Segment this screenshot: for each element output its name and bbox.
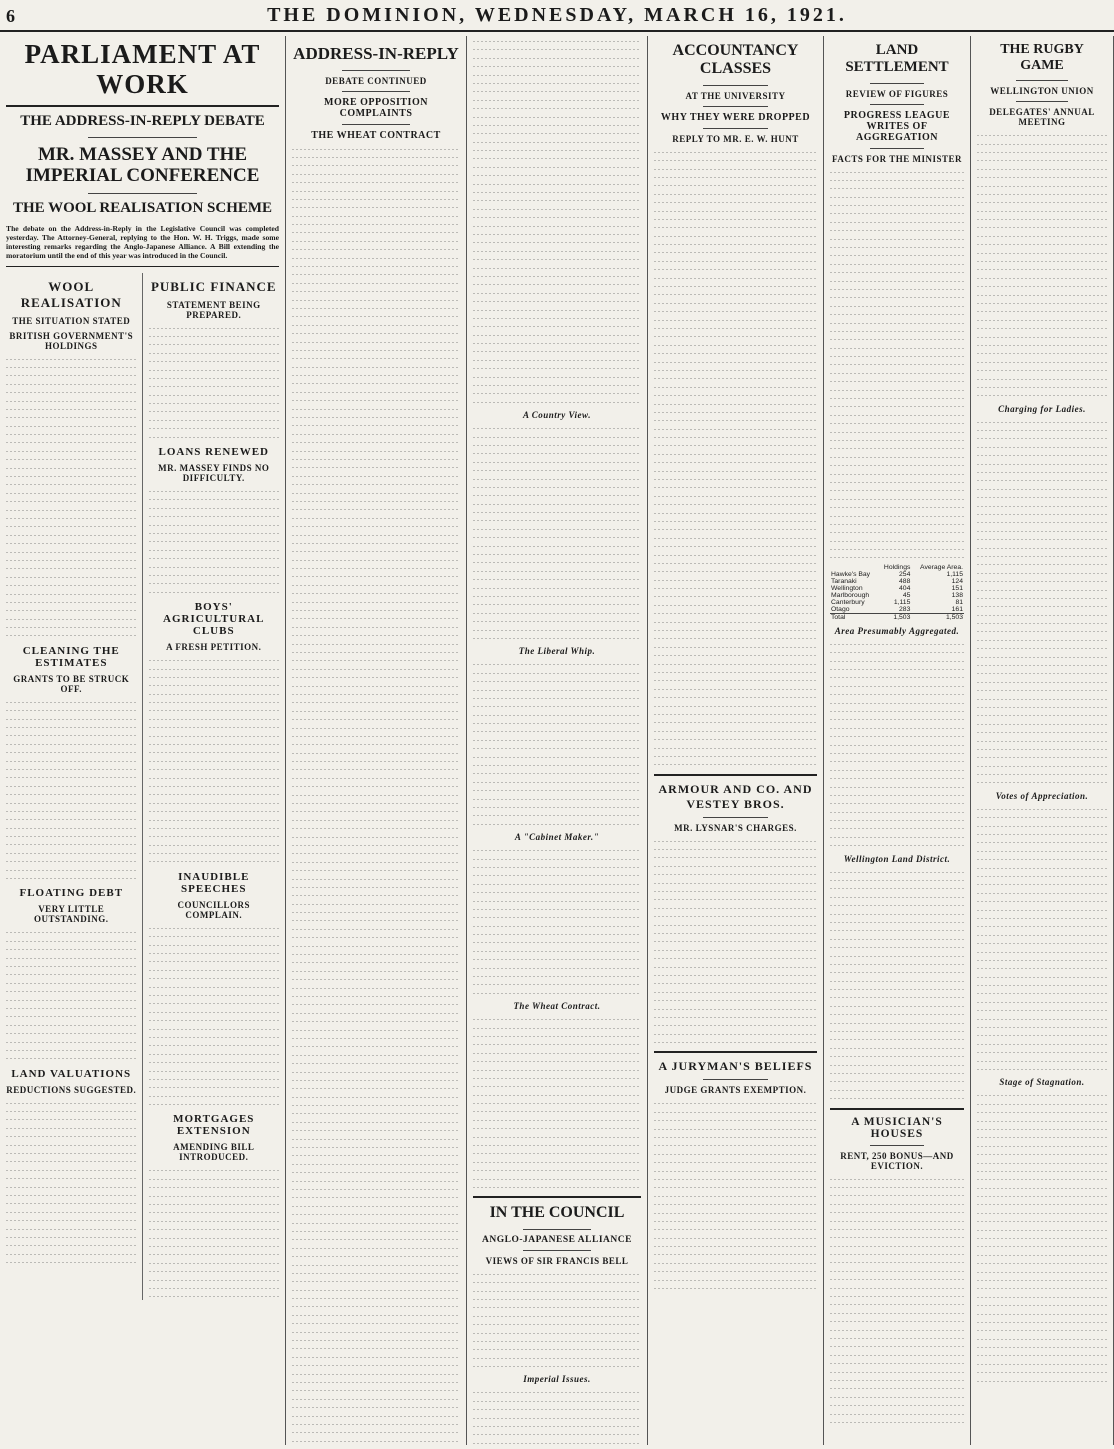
subheading-wellington-district: Wellington Land District. (843, 853, 951, 864)
subheading-charging-ladies: Charging for Ladies. (998, 403, 1086, 414)
table-row: Wellington 404 151 (831, 584, 963, 592)
heading-land-valuations: LAND VALUATIONS (11, 1067, 132, 1080)
subheading-british-holdings: BRITISH GOVERNMENT'S HOLDINGS (9, 330, 134, 351)
subheading-country-view: A Country View. (523, 410, 591, 421)
article-text (6, 354, 137, 639)
heading-cleaning-estimates: CLEANING THE ESTIMATES (22, 644, 120, 669)
subheading-area-aggregated: Area Presumably Aggregated. (834, 625, 960, 636)
subheading-rent-bonus: RENT, 250 BONUS—AND EVICTION. (840, 1150, 954, 1171)
subheading-lysnar-charges: MR. LYSNAR'S CHARGES. (674, 822, 797, 833)
table-row: Hawke's Bay 254 1,115 (831, 570, 963, 578)
subheading-reply-hunt: REPLY TO MR. E. W. HUNT (672, 133, 799, 144)
subheading-review-figures: REVIEW OF FIGURES (845, 88, 949, 99)
subheading-fresh-petition: A FRESH PETITION. (166, 642, 262, 653)
subheading-very-little: VERY LITTLE OUTSTANDING. (33, 904, 109, 925)
heading-rugby-game: THE RUGBY GAME (1000, 42, 1084, 74)
subheading-amending-bill: AMENDING BILL INTRODUCED. (173, 1142, 255, 1163)
subheading-wheat-contract-2: The Wheat Contract. (513, 1001, 601, 1012)
subheading-grants-struck: GRANTS TO BE STRUCK OFF. (13, 673, 130, 694)
subhead-wool-realisation: THE WOOL REALISATION SCHEME (12, 200, 273, 217)
subheading-anglo-japanese: ANGLO-JAPANESE ALLIANCE (482, 1234, 632, 1245)
subheading-situation-stated: THE SITUATION STATED (12, 315, 131, 326)
intro-paragraph: The debate on the Address-in-Reply in the Legislative Council was completed yesterday. The Attorney-General, replying to the Hon. W. H. Triggs, made some interesting remarks regarding the Anglo-Japanese Alliance. A Bill extending the moratorium until the end of this year was introduced in the Council. (6, 223, 279, 260)
column-council (467, 36, 648, 1445)
heading-mortgages: MORTGAGES EXTENSION (173, 1113, 255, 1138)
heading-accountancy-classes: ACCOUNTANCY CLASSES (672, 42, 799, 78)
heading-jurymans-beliefs: A JURYMAN'S BELIEFS (658, 1059, 813, 1074)
heading-in-the-council: IN THE COUNCIL (489, 1204, 625, 1222)
table-header-cell (830, 564, 878, 571)
heading-inaudible-speeches: INAUDIBLE SPEECHES (178, 870, 250, 895)
subheading-statement-prepared: STATEMENT BEING PREPARED. (166, 299, 261, 320)
subheading-liberal-whip: The Liberal Whip. (518, 646, 596, 657)
page-number: 6 (6, 6, 15, 26)
heading-address-in-reply: ADDRESS-IN-REPLY (293, 44, 459, 63)
heading-musicians-houses: A MUSICIAN'S HOUSES (851, 1115, 943, 1140)
subheading-why-dropped: WHY THEY WERE DROPPED (660, 111, 811, 123)
subheading-no-difficulty: MR. MASSEY FINDS NO DIFFICULTY. (158, 463, 270, 484)
column-parliament (0, 36, 286, 1445)
column-land-settlement (824, 36, 971, 1445)
subheading-imperial-issues: Imperial Issues. (523, 1374, 591, 1385)
subheading-debate-continued: DEBATE CONTINUED (325, 75, 427, 86)
heading-public-finance: PUBLIC FINANCE (150, 278, 277, 294)
newspaper-title: THE DOMINION, WEDNESDAY, MARCH 16, 1921. (267, 4, 847, 26)
heading-armour-vestey: ARMOUR AND CO. AND VESTEY BROS. (658, 781, 813, 811)
column-address-in-reply (286, 36, 467, 1445)
subheading-facts-minister: FACTS FOR THE MINISTER (832, 153, 962, 164)
heading-floating-debt: FLOATING DEBT (19, 887, 124, 900)
masthead (0, 0, 1114, 32)
subheading-judge-grants: JUDGE GRANTS EXEMPTION. (664, 1085, 807, 1096)
column-rugby (971, 36, 1114, 1445)
subheading-delegates-meeting: DELEGATES' ANNUAL MEETING (989, 107, 1095, 128)
subcolumn-right (149, 273, 280, 1300)
subheading-wheat-contract: THE WHEAT CONTRACT (311, 129, 441, 141)
table-row: Otago 283 161 (831, 605, 963, 613)
table-row: Canterbury 1,115 81 (831, 598, 963, 606)
subcolumn-left (6, 273, 143, 1300)
subheading-wellington-union: WELLINGTON UNION (990, 86, 1094, 97)
table-row: Marlborough 45 138 (831, 591, 963, 599)
table-header-cell: Holdings (883, 563, 911, 571)
subheading-councillors: COUNCILLORS COMPLAIN. (177, 899, 250, 920)
subheading-reductions: REDUCTIONS SUGGESTED. (6, 1084, 137, 1095)
subheading-cabinet-maker: A "Cabinet Maker." (514, 832, 600, 843)
table-header-cell: Average Area. (920, 563, 963, 571)
heading-land-settlement: LAND SETTLEMENT (845, 42, 949, 76)
subheading-sir-francis-bell: VIEWS OF SIR FRANCIS BELL (485, 1255, 629, 1266)
holdings-table (830, 564, 964, 621)
table-total-row: Total 1,503 1,503 (831, 613, 963, 621)
subheading-at-university: AT THE UNIVERSITY (685, 90, 786, 101)
heading-loans-renewed: LOANS RENEWED (158, 446, 269, 459)
subheading-votes-appreciation: Votes of Appreciation. (995, 790, 1089, 801)
headline-parliament: PARLIAMENT AT WORK (24, 39, 261, 99)
table-row: Taranaki 488 124 (831, 577, 963, 585)
column-accountancy (648, 36, 824, 1445)
subheading-stagnation: Stage of Stagnation. (999, 1077, 1085, 1088)
subhead-imperial-conference: MR. MASSEY AND THE IMPERIAL CONFERENCE (25, 143, 260, 187)
subheading-progress-league: PROGRESS LEAGUE WRITES OF AGGREGATION (843, 109, 951, 143)
heading-wool-realisation: WOOL REALISATION (20, 278, 122, 310)
subheading-opposition-complaints: MORE OPPOSITION COMPLAINTS (324, 96, 428, 119)
subhead-address-in-reply: THE ADDRESS-IN-REPLY DEBATE (20, 113, 265, 130)
heading-boys-clubs: BOYS' AGRICULTURAL CLUBS (163, 601, 265, 638)
